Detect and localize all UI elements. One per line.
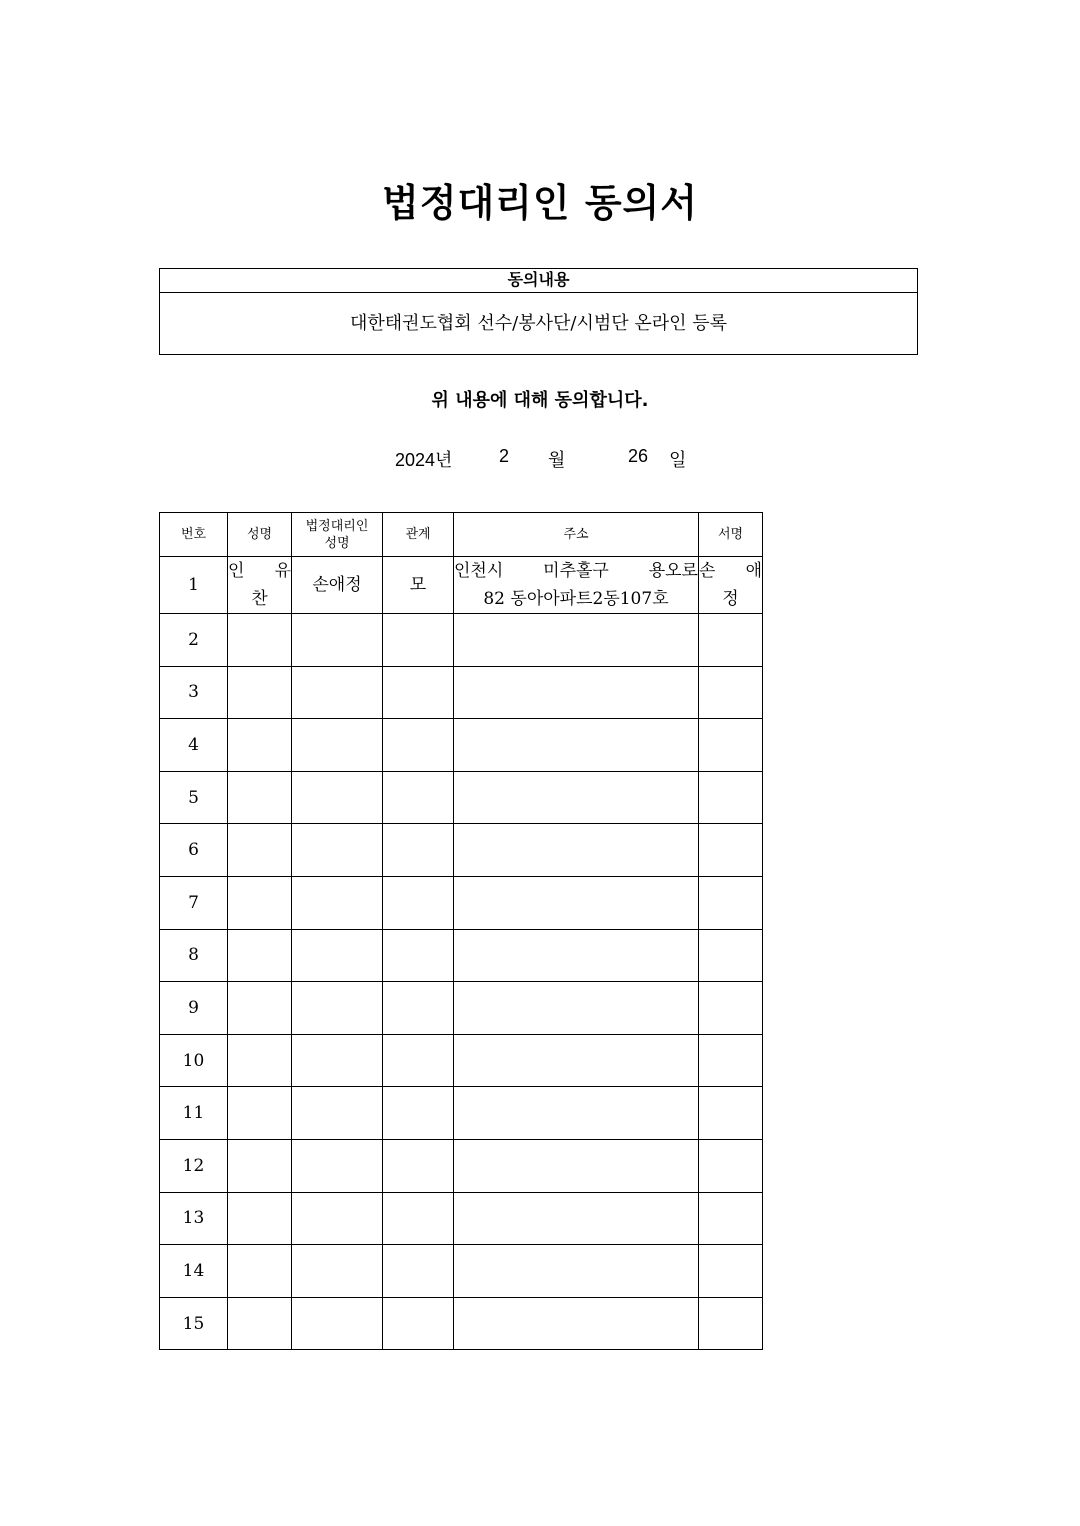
relation [383,929,454,982]
header-number: 번호 [160,513,228,557]
member-name [228,876,292,929]
relation [383,666,454,719]
signature [699,1087,763,1140]
guardian-name [292,1297,383,1350]
address [454,1034,699,1087]
row-number: 14 [160,1245,228,1298]
consent-box [159,268,918,355]
row-number: 10 [160,1034,228,1087]
address [454,982,699,1035]
consent-content: 대한태권도협회 선수/봉사단/시범단 온라인 등록 [349,313,728,334]
address [454,719,699,772]
guardian-name [292,666,383,719]
header-guardian-name: 법정대리인 성명 [292,513,383,557]
signature [699,876,763,929]
table-row [160,1192,763,1245]
table-row [160,824,763,877]
signature [699,666,763,719]
member-name [228,824,292,877]
header-signature: 서명 [699,513,763,557]
relation [383,1034,454,1087]
relation [383,771,454,824]
relation [383,1192,454,1245]
table-row [160,1139,763,1192]
row-number: 13 [160,1192,228,1245]
signature [699,1245,763,1298]
signature [699,1297,763,1350]
guardian-name [292,1034,383,1087]
guardian-name [292,824,383,877]
relation [383,1087,454,1140]
table-row [160,557,763,614]
address [454,771,699,824]
table-row [160,876,763,929]
row-number: 7 [160,876,228,929]
row-number: 9 [160,982,228,1035]
guardian-name: 손애정 [292,557,383,614]
table-row [160,614,763,667]
address [454,876,699,929]
signature [699,982,763,1035]
address [454,929,699,982]
signature [699,929,763,982]
member-name [228,666,292,719]
date-month-label: 월 [548,450,566,470]
signature [699,1192,763,1245]
signature [699,771,763,824]
relation [383,876,454,929]
signature [699,719,763,772]
row-number: 6 [160,824,228,877]
table-header-row [160,513,763,557]
member-name [228,1192,292,1245]
relation [383,982,454,1035]
relation [383,1245,454,1298]
table-row [160,666,763,719]
header-address: 주소 [454,513,699,557]
document-title: 법정대리인 동의서 [382,181,698,225]
guardian-name [292,1139,383,1192]
guardian-name [292,614,383,667]
table-row [160,1087,763,1140]
address [454,824,699,877]
date-month-number: 2 [499,446,510,466]
member-name [228,1245,292,1298]
guardian-name [292,719,383,772]
member-name [228,614,292,667]
guardian-name [292,1192,383,1245]
date-day-label: 일 [669,450,687,470]
address: 인천시 미추홀구 용오로 82 동아아파트2동107호 [454,557,699,614]
row-number: 1 [160,557,228,614]
guardian-name [292,1087,383,1140]
member-name [228,1139,292,1192]
member-name [228,771,292,824]
row-number: 4 [160,719,228,772]
consent-header: 동의내용 [160,269,917,293]
address [454,666,699,719]
table-row [160,929,763,982]
table-row [160,1034,763,1087]
member-name: 인 유 찬 [228,557,292,614]
guardian-name [292,1245,383,1298]
row-number: 5 [160,771,228,824]
guardian-name [292,771,383,824]
agree-statement: 위 내용에 대해 동의합니다. [431,390,649,411]
member-name [228,982,292,1035]
member-name [228,1087,292,1140]
row-number: 2 [160,614,228,667]
table-row [160,719,763,772]
address [454,1087,699,1140]
member-name [228,1034,292,1087]
row-number: 8 [160,929,228,982]
signature [699,1034,763,1087]
table-row [160,1297,763,1350]
date-day-number: 26 [628,446,649,466]
address [454,1192,699,1245]
member-name [228,1297,292,1350]
table-row [160,771,763,824]
address [454,1245,699,1298]
relation [383,1139,454,1192]
relation: 모 [383,557,454,614]
row-number: 3 [160,666,228,719]
relation [383,824,454,877]
member-name [228,929,292,982]
relation [383,719,454,772]
table-row [160,982,763,1035]
relation [383,614,454,667]
table-row [160,1245,763,1298]
signature [699,824,763,877]
header-relation: 관계 [383,513,454,557]
member-name [228,719,292,772]
guardian-name [292,876,383,929]
row-number: 15 [160,1297,228,1350]
signature [699,614,763,667]
relation [383,1297,454,1350]
guardian-table [159,512,763,1350]
date-year: 2024년 [395,450,453,470]
signature: 손 애 정 [699,557,763,614]
row-number: 12 [160,1139,228,1192]
address [454,614,699,667]
header-name: 성명 [228,513,292,557]
address [454,1297,699,1350]
guardian-name [292,982,383,1035]
address [454,1139,699,1192]
guardian-name [292,929,383,982]
row-number: 11 [160,1087,228,1140]
signature [699,1139,763,1192]
